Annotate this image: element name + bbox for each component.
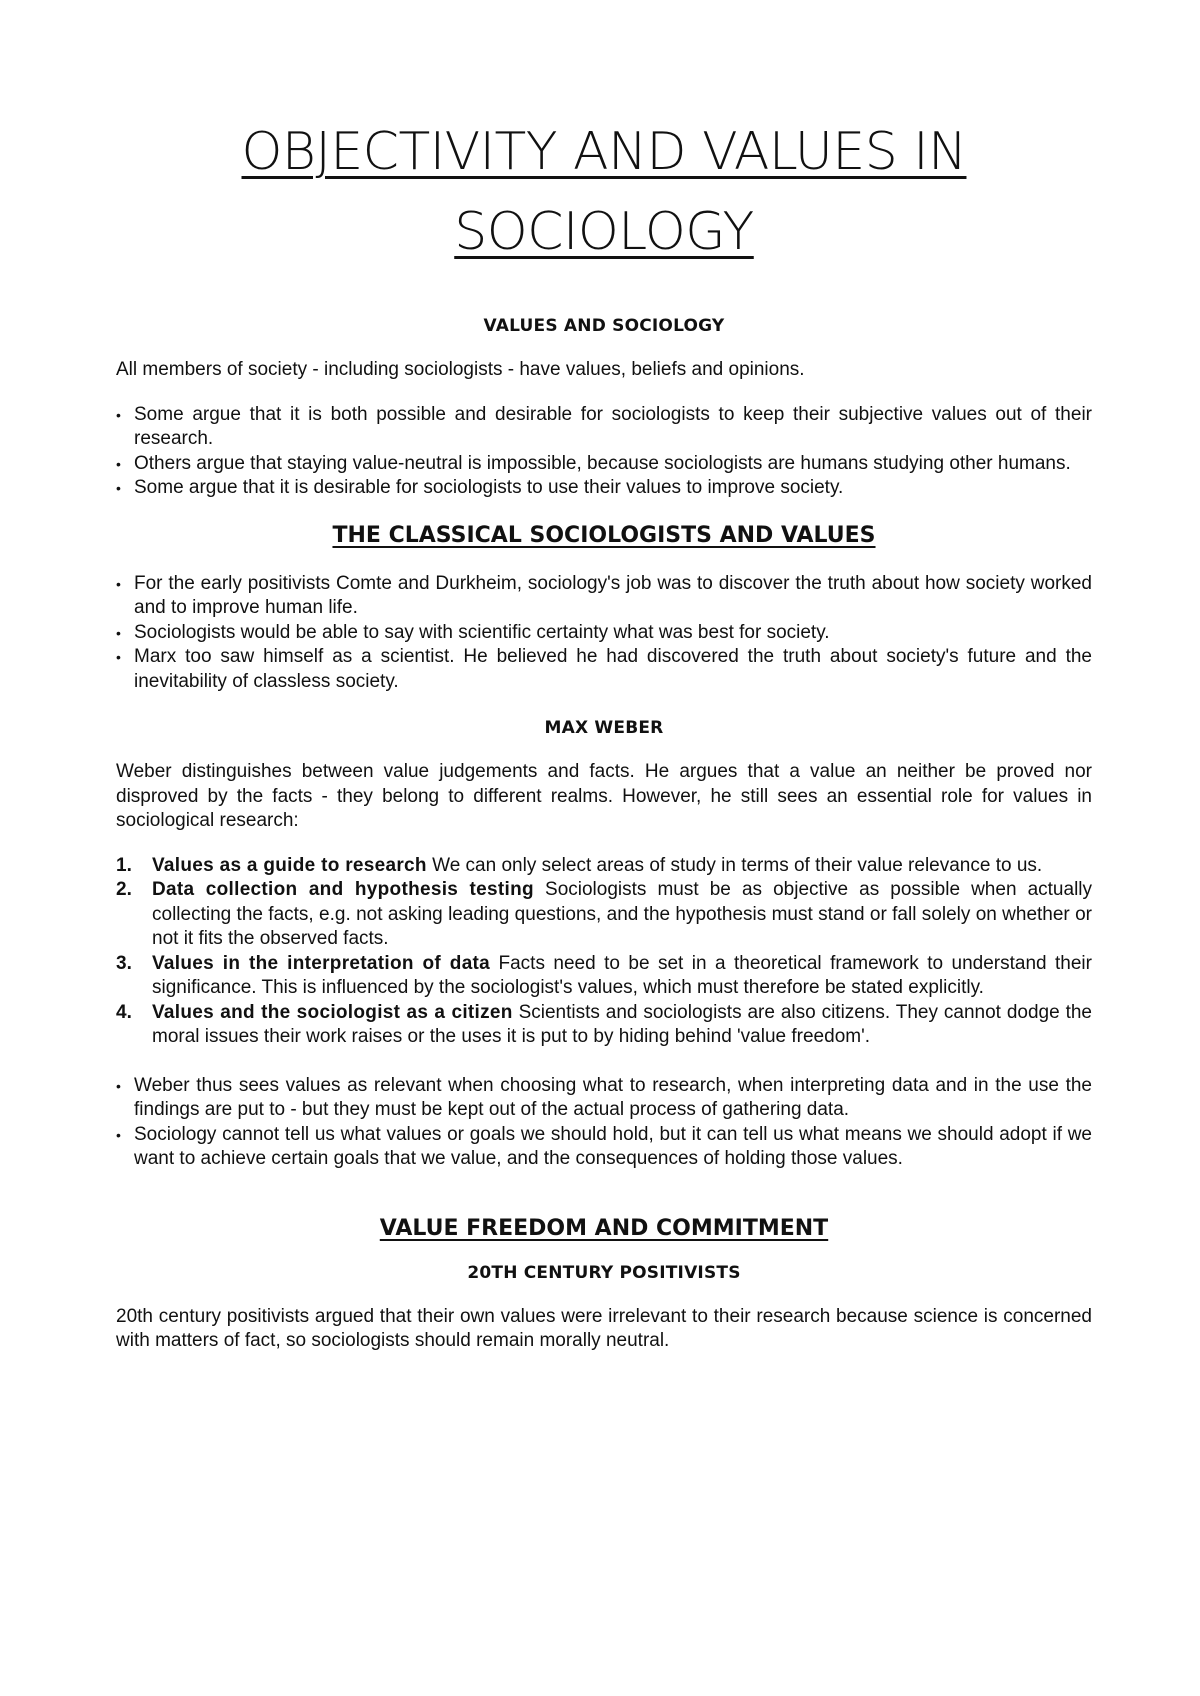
- list-number: 2.: [116, 879, 132, 900]
- list-item: 1. Values as a guide to research We can only select areas of study in terms of their value relevance to us.: [116, 854, 1092, 879]
- weber-numbered-list: [116, 854, 1092, 1050]
- list-item: • Sociology cannot tell us what values or goals we should hold, but it can tell us what means we should adopt if we want to achieve certain goals that we value, and the consequences of holding those values.: [116, 1123, 1092, 1169]
- list-item: • Others argue that staying value-neutral is impossible, because sociologists are humans studying other humans.: [116, 452, 1092, 477]
- heading-values-and-sociology: VALUES AND SOCIOLOGY: [483, 316, 725, 336]
- list-number: 1.: [116, 854, 132, 876]
- weber-bullet-list: [116, 1074, 1092, 1172]
- list-item: • Some argue that it is both possible and desirable for sociologists to keep their subjective values out of their research.: [116, 403, 1092, 449]
- list-number: 4.: [116, 1001, 132, 1023]
- bullet-icon: •: [116, 575, 121, 592]
- bullet-icon: •: [116, 455, 121, 472]
- list-item: 3. Values in the interpretation of data Facts need to be set in a theoretical framework to understand their significance. This is influenced by the sociologist's values, which must therefore be stated explicitly.: [116, 952, 1092, 998]
- list-item: • Some argue that it is desirable for sociologists to use their values to improve society.: [116, 476, 1092, 501]
- page-title: [116, 112, 1092, 272]
- bullet-icon: •: [116, 1126, 121, 1143]
- bullet-icon: •: [116, 480, 121, 496]
- positivists-paragraph: 20th century positivists argued that their own values were irrelevant to their research because science is concerned with matters of fact, so sociologists should remain morally neutral.: [116, 1305, 1092, 1351]
- bullet-icon: •: [116, 649, 121, 665]
- intro-paragraph: All members of society - including sociologists - have values, beliefs and opinions.: [116, 359, 805, 380]
- bullet-icon: •: [116, 1077, 121, 1094]
- list-item: • Marx too saw himself as a scientist. He believed he had discovered the truth about society's future and the inevitability of classless society.: [116, 646, 1092, 692]
- heading-max-weber: MAX WEBER: [544, 718, 664, 738]
- bullet-icon: •: [116, 406, 121, 423]
- bullet-icon: •: [116, 624, 121, 641]
- list-item: • For the early positivists Comte and Durkheim, sociology's job was to discover the truth about how society worked and to improve human life.: [116, 572, 1092, 618]
- document-content: [116, 112, 1092, 1354]
- title-line-1: OBJECTIVITY AND VALUES IN: [241, 122, 967, 182]
- list-number: 3.: [116, 952, 132, 974]
- heading-20th-century-positivists: 20TH CENTURY POSITIVISTS: [467, 1262, 741, 1283]
- list-item: • Sociologists would be able to say with scientific certainty what was best for society.: [116, 621, 1092, 646]
- list-item: • Weber thus sees values as relevant when choosing what to research, when interpreting data and in the use the findings are put to - but they must be kept out of the actual process of gathering data.: [116, 1074, 1092, 1120]
- classical-bullet-list: [116, 572, 1092, 695]
- heading-classical-sociologists: THE CLASSICAL SOCIOLOGISTS AND VALUES: [332, 522, 876, 548]
- weber-intro-paragraph: Weber distinguishes between value judgements and facts. He argues that a value an neither be proved nor disproved by the facts - they belong to different realms. However, he still sees an essential role for values in sociological research:: [116, 761, 1092, 831]
- heading-value-freedom: VALUE FREEDOM AND COMMITMENT: [379, 1215, 829, 1241]
- list-item: 4. Values and the sociologist as a citizen Scientists and sociologists are also citizens. They cannot dodge the moral issues their work raises or the uses it is put to by hiding behind 'value freedom'.: [116, 1001, 1092, 1047]
- title-line-2: SOCIOLOGY: [454, 202, 754, 262]
- list-item: 2. Data collection and hypothesis testing Sociologists must be as objective as possible when actually collecting the facts, e.g. not asking leading questions, and the hypothesis must stand or fall solely on whether or not it fits the observed facts.: [116, 879, 1093, 949]
- values-bullet-list: [116, 403, 1092, 501]
